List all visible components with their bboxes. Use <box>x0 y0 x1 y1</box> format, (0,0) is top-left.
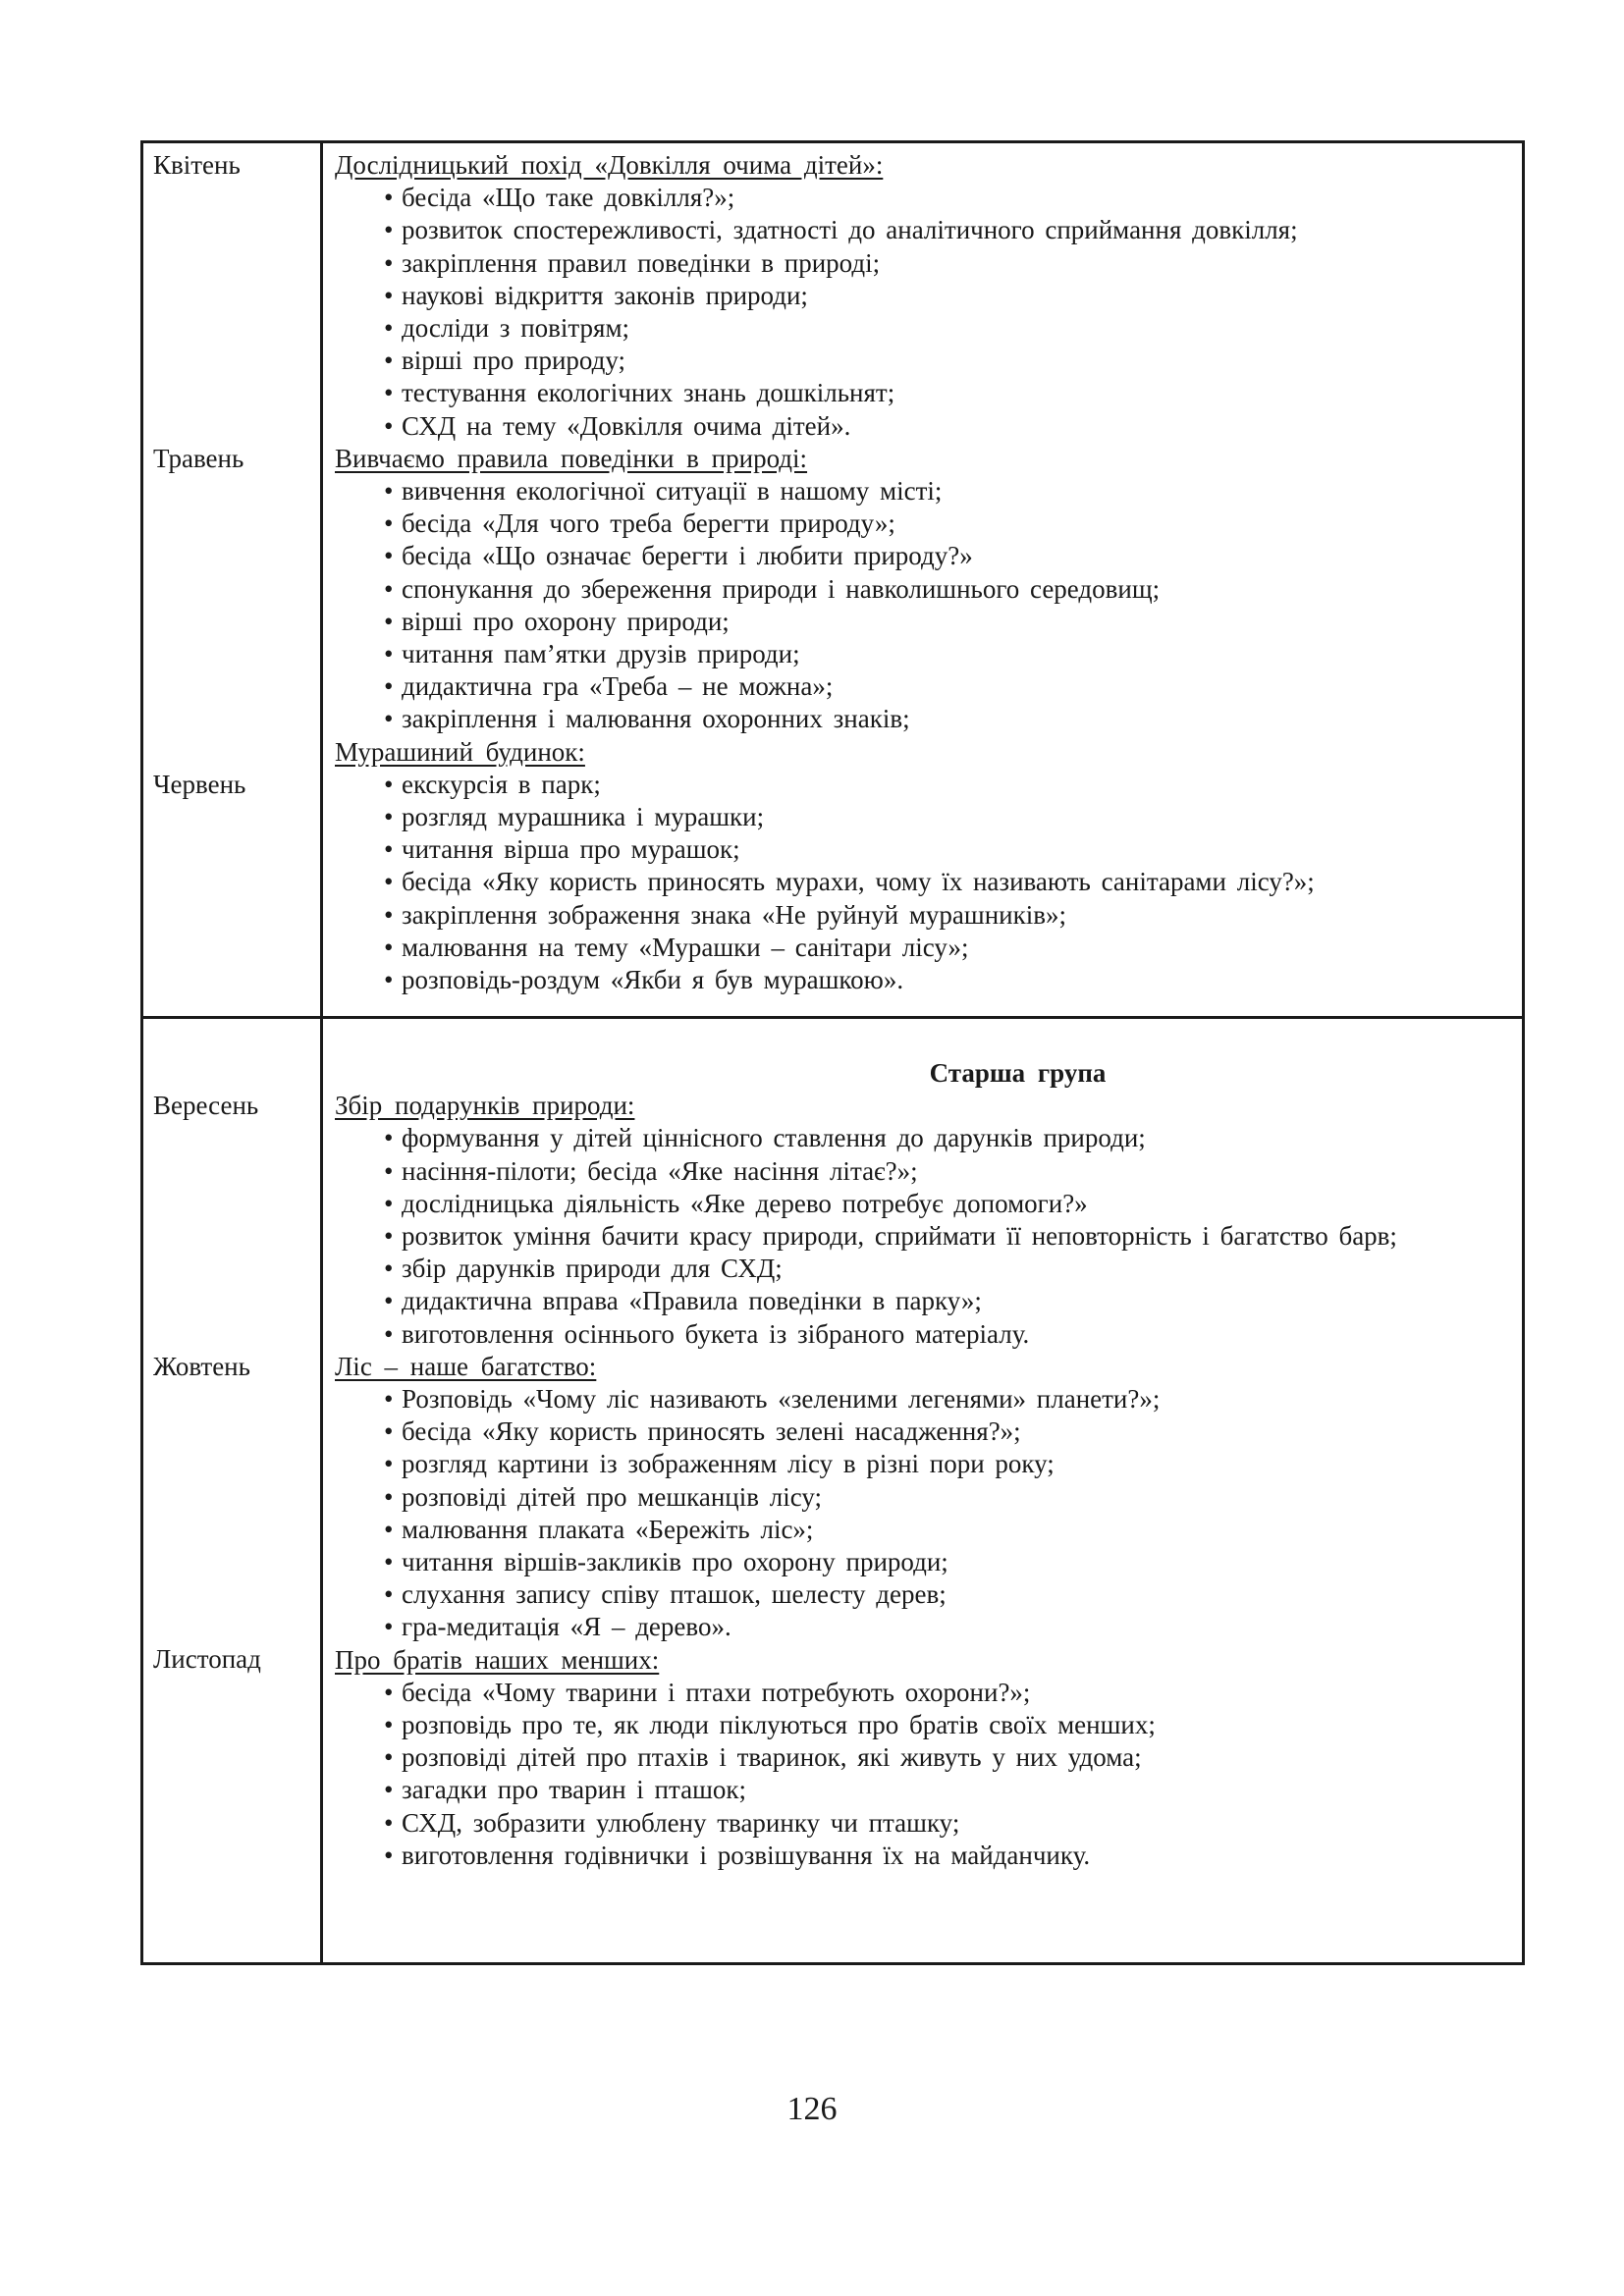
table-row <box>142 142 1524 1018</box>
list-item: • читання вірша про мурашок; <box>384 833 1514 866</box>
month-label: Квітень <box>153 150 241 180</box>
list-item: • дидактична гра «Треба – не можна»; <box>384 670 1514 703</box>
list-item: • розвиток уміння бачити красу природи, сприймати її неповторність і багатство барв; <box>384 1220 1514 1253</box>
list-item: • СХД на тему «Довкілля очима дітей». <box>384 410 1514 443</box>
list-item: • розвиток спостережливості, здатності до аналітичного сприймання довкілля; <box>384 214 1514 246</box>
list-item: • розповідь про те, як люди піклуються про братів своїх менших; <box>384 1709 1514 1741</box>
list-item: • гра-медитація «Я – дерево». <box>384 1611 1514 1643</box>
list-item: • спонукання до збереження природи і навколишнього середовищ; <box>384 573 1514 606</box>
month-column <box>142 142 322 1018</box>
list-item: • закріплення правил поведінки в природі; <box>384 247 1514 280</box>
group-heading: Старша група <box>929 1058 1107 1088</box>
list-item: • розгляд картини із зображенням лісу в різні пори року; <box>384 1448 1514 1480</box>
month-label: Травень <box>153 444 244 473</box>
list-item: • розповіді дітей про птахів і тваринок, які живуть у них удома; <box>384 1741 1514 1774</box>
list-item: • виготовлення осіннього букета із зібраного матеріалу. <box>384 1318 1514 1351</box>
list-item: • тестування екологічних знань дошкільнят; <box>384 377 1514 409</box>
section-title: Ліс – наше багатство: <box>335 1351 597 1381</box>
list-item: • вірші про природу; <box>384 345 1514 377</box>
content-column <box>322 1018 1524 1964</box>
section-title: Вивчаємо правила поведінки в природі: <box>335 443 808 473</box>
list-item: • бесіда «Що означає берегти і любити природу?» <box>384 540 1514 572</box>
month-label: Жовтень <box>153 1352 250 1381</box>
item-list <box>335 769 1514 996</box>
list-item: • дослідницька діяльність «Яке дерево потребує допомоги?» <box>384 1188 1514 1220</box>
list-item: • СХД, зобразити улюблену тваринку чи пташку; <box>384 1807 1514 1840</box>
list-item: • дидактична вправа «Правила поведінки в парку»; <box>384 1285 1514 1317</box>
list-item: • Розповідь «Чому ліс називають «зеленими легенями» планети?»; <box>384 1383 1514 1415</box>
section-title: Збір подарунків природи: <box>335 1091 635 1121</box>
list-item: • вивчення екологічної ситуації в нашому місті; <box>384 475 1514 507</box>
section-title: Про братів наших менших: <box>335 1644 660 1675</box>
list-item: • екскурсія в парк; <box>384 769 1514 801</box>
list-item: • бесіда «Чому тварини і птахи потребують охорони?»; <box>384 1677 1514 1709</box>
table-row <box>142 1018 1524 1964</box>
list-item: • читання пам’ятки друзів природи; <box>384 638 1514 670</box>
list-item: • читання віршів-закликів про охорону природи; <box>384 1546 1514 1578</box>
section-title: Мурашиний будинок: <box>335 736 585 767</box>
item-list <box>335 1383 1514 1644</box>
list-item: • вірші про охорону природи; <box>384 606 1514 638</box>
list-item: • малювання на тему «Мурашки – санітари лісу»; <box>384 932 1514 964</box>
month-column <box>142 1018 322 1964</box>
list-item: • розгляд мурашника і мурашки; <box>384 801 1514 833</box>
list-item: • насіння-пілоти; бесіда «Яке насіння літає?»; <box>384 1155 1514 1188</box>
list-item: • закріплення зображення знака «Не руйнуй мурашників»; <box>384 899 1514 932</box>
list-item: • досліди з повітрям; <box>384 312 1514 345</box>
list-item: • збір дарунків природи для СХД; <box>384 1253 1514 1285</box>
content-column <box>322 142 1524 1018</box>
list-item: • бесіда «Яку користь приносять зелені насадження?»; <box>384 1415 1514 1448</box>
list-item: • наукові відкриття законів природи; <box>384 280 1514 312</box>
item-list <box>335 1677 1514 1872</box>
list-item: • розповідь-роздум «Якби я був мурашкою». <box>384 964 1514 996</box>
list-item: • розповіді дітей про мешканців лісу; <box>384 1481 1514 1514</box>
list-item: • закріплення і малювання охоронних знаків; <box>384 703 1514 735</box>
list-item: • малювання плаката «Бережіть ліс»; <box>384 1514 1514 1546</box>
month-label: Вересень <box>153 1091 259 1120</box>
month-label: Червень <box>153 770 246 799</box>
plan-table <box>140 140 1525 1965</box>
list-item: • слухання запису співу пташок, шелесту дерев; <box>384 1578 1514 1611</box>
page-number: 126 <box>786 2091 838 2127</box>
list-item: • бесіда «Що таке довкілля?»; <box>384 182 1514 214</box>
item-list <box>335 1122 1514 1350</box>
list-item: • виготовлення годівнички і розвішування їх на майданчику. <box>384 1840 1514 1872</box>
list-item: • формування у дітей ціннісного ставлення до дарунків природи; <box>384 1122 1514 1154</box>
section-title: Дослідницький похід «Довкілля очима дітей»: <box>335 150 884 180</box>
list-item: • бесіда «Яку користь приносять мурахи, чому їх називають санітарами лісу?»; <box>384 866 1514 898</box>
item-list <box>335 475 1514 736</box>
list-item: • бесіда «Для чого треба берегти природу»; <box>384 507 1514 540</box>
month-label: Листопад <box>153 1644 261 1674</box>
list-item: • загадки про тварин і пташок; <box>384 1774 1514 1806</box>
item-list <box>335 182 1514 443</box>
